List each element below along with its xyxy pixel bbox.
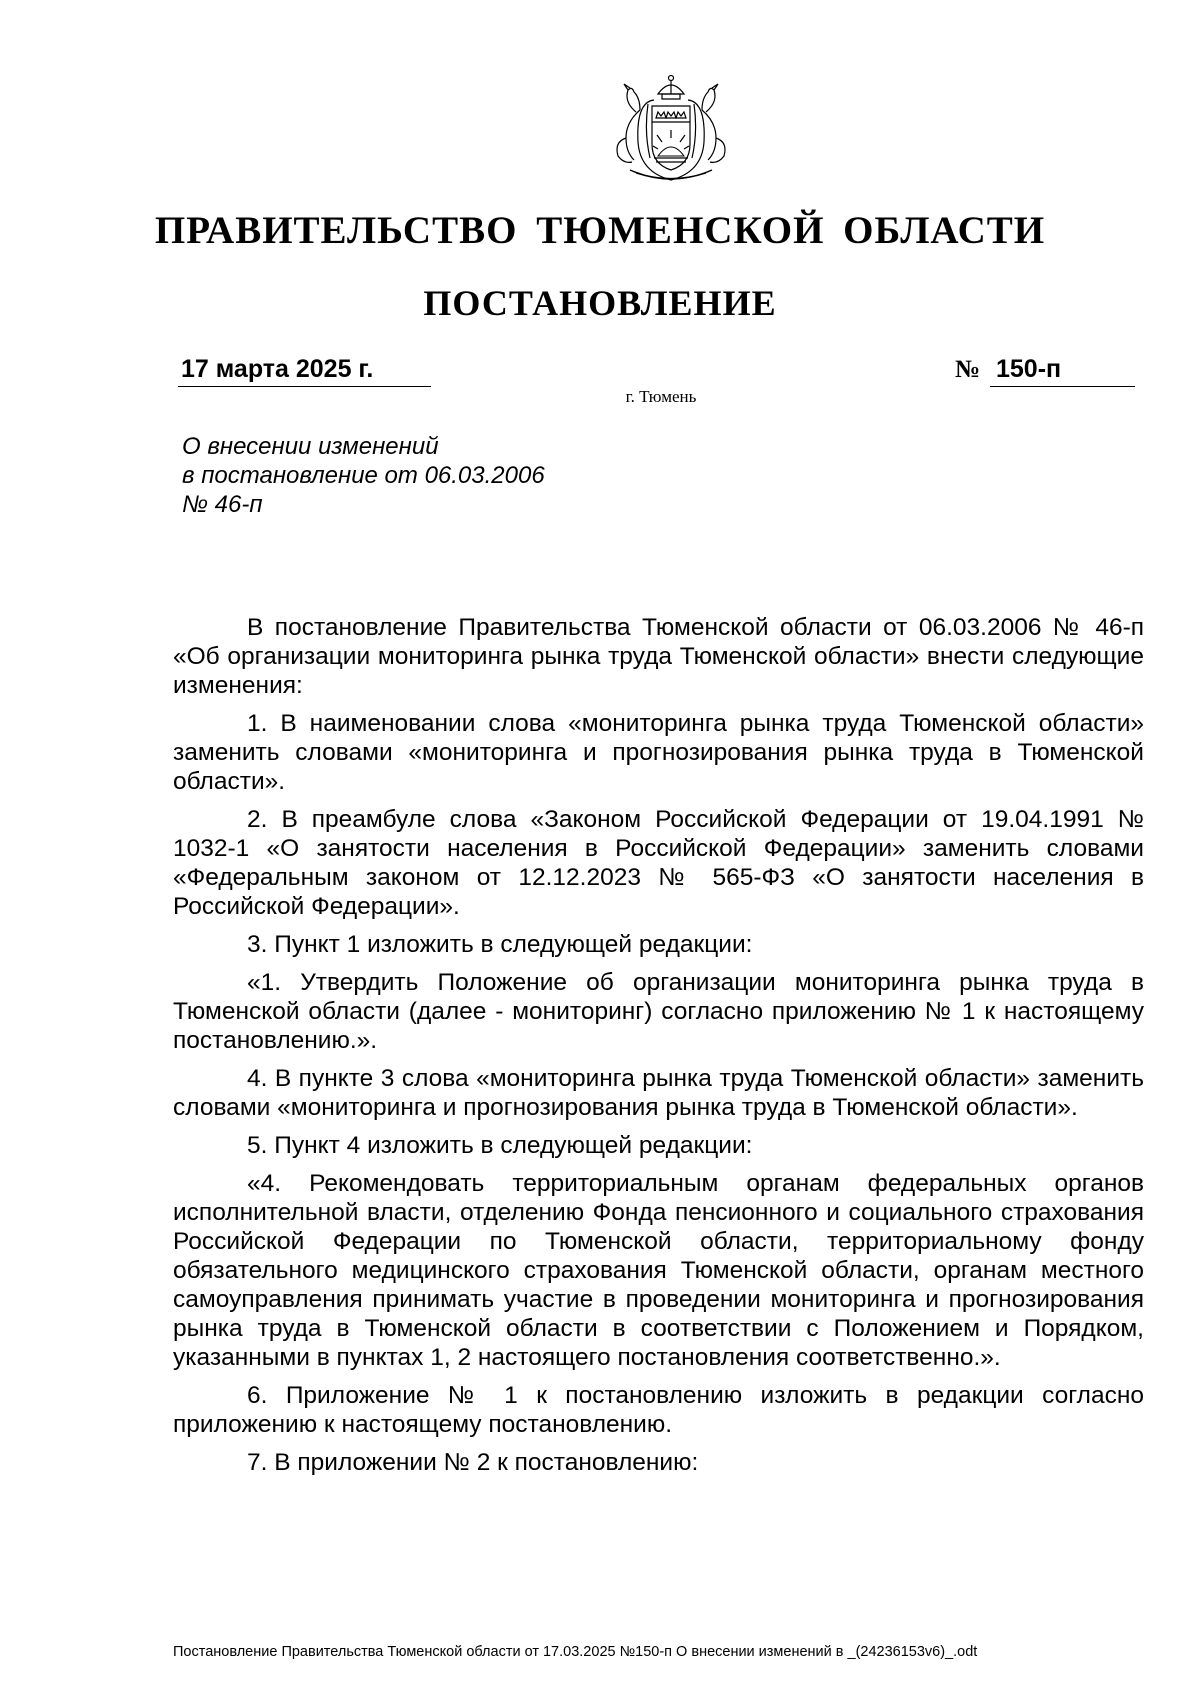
subject-line: в постановление от 06.03.2006 [182, 462, 545, 489]
subject-line: О внесении изменений [182, 433, 439, 460]
city-label: г. Тюмень [625, 387, 697, 406]
body-paragraph: 7. В приложении № 2 к постановлению: [247, 1449, 699, 1476]
body-paragraph: 1. В наименовании слова «мониторинга рынка труда Тюменской области» заменить словами «мониторинга и прогнозирования рынка труда в Тюменской области». [173, 710, 1144, 795]
document-date: 17 марта 2025 г. [181, 355, 374, 383]
government-title: ПРАВИТЕЛЬСТВО ТЮМЕНСКОЙ ОБЛАСТИ [154, 209, 1046, 252]
body-paragraph: «4. Рекомендовать территориальным органам федеральных органов исполнительной власти, отделению Фонда пенсионного и социального страхования Российской Федерации по Тюменской области, территориальному фонду обязательного медицинского страхования Тюменской области, органам местного самоуправления принимать участие в проведении мониторинга и прогнозирования рынка труда в Тюменской области в соответствии с Положением и Порядком, указанными в пунктах 1, 2 настоящего постановления соответственно.». [173, 1170, 1144, 1371]
number-field [990, 352, 1135, 387]
subject-heading [182, 432, 545, 519]
body-paragraph: В постановление Правительства Тюменской области от 06.03.2006 № 46-п «Об организации мониторинга рынка труда Тюменской области» внести следующие изменения: [173, 614, 1144, 699]
document-number: 150-п [996, 355, 1062, 383]
number-sign: № [955, 356, 981, 383]
body-paragraph: 5. Пункт 4 изложить в следующей редакции: [247, 1132, 753, 1159]
subject-line: № 46-п [182, 491, 263, 518]
document-body [173, 613, 1144, 1486]
body-paragraph: 6. Приложение № 1 к постановлению изложить в редакции согласно приложению к настоящему постановлению. [173, 1382, 1144, 1438]
document-type-title: ПОСТАНОВЛЕНИЕ [423, 283, 777, 323]
body-paragraph: 3. Пункт 1 изложить в следующей редакции: [247, 931, 753, 958]
body-paragraph: «1. Утвердить Положение об организации мониторинга рынка труда в Тюменской области (далее - мониторинг) согласно приложению № 1 к настоящему постановлению.». [173, 969, 1144, 1054]
body-paragraph: 2. В преамбуле слова «Законом Российской Федерации от 19.04.1991 № 1032-1 «О занятости населения в Российской Федерации» заменить словами «Федеральным законом от 12.12.2023 № 565-ФЗ «О занятости населения в Российской Федерации». [173, 806, 1144, 920]
coat-of-arms-icon [596, 72, 746, 190]
date-field [178, 352, 431, 387]
body-paragraph: 4. В пункте 3 слова «мониторинга рынка труда Тюменской области» заменить словами «мониторинга и прогнозирования рынка труда в Тюменской области». [173, 1065, 1144, 1121]
page-footer: Постановление Правительства Тюменской области от 17.03.2025 №150-п О внесении изменений в _(24236153v6)_.odt [173, 1644, 978, 1660]
